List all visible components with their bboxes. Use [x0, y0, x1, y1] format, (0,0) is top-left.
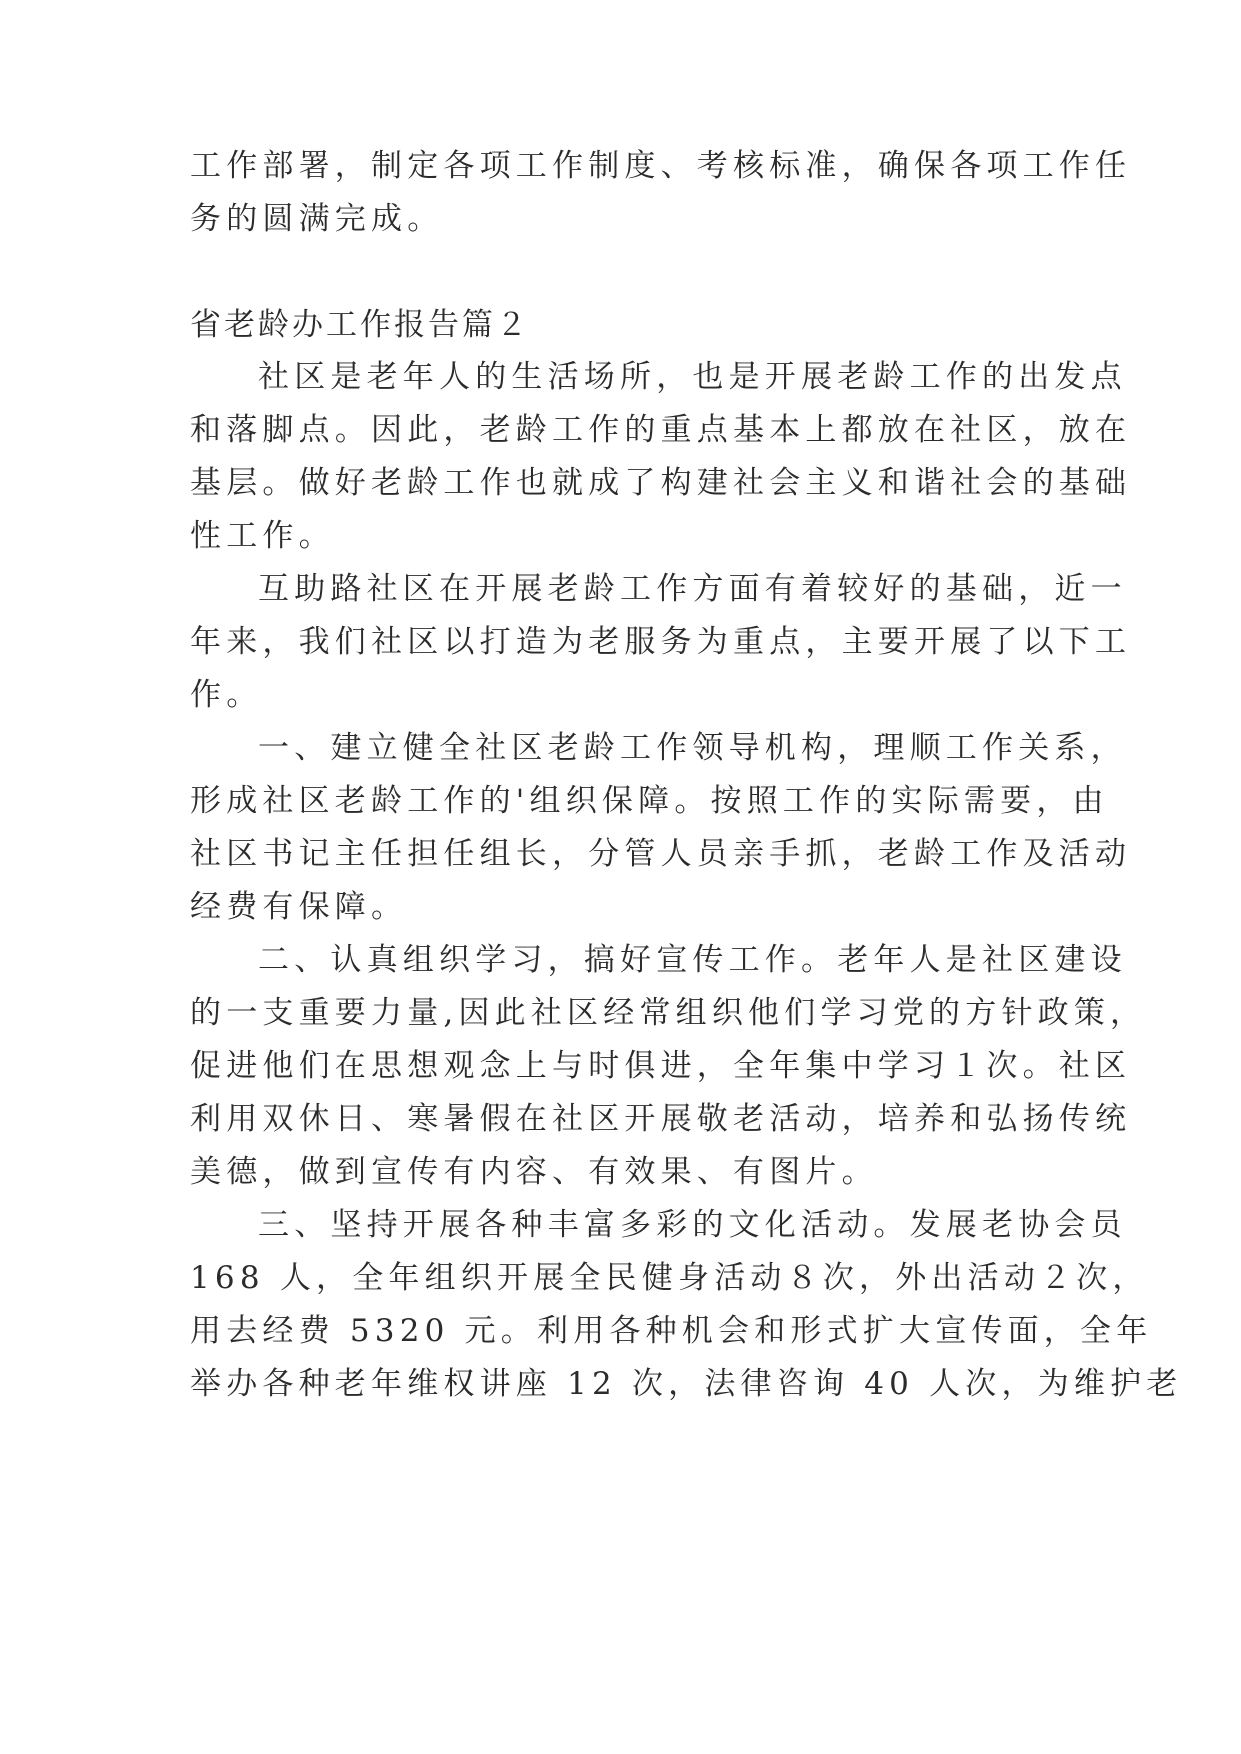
body-text-line: 和落脚点。因此，老龄工作的重点基本上都放在社区，放在 — [190, 412, 1132, 448]
body-text-line: 社区书记主任担任组长，分管人员亲手抓，老龄工作及活动 — [190, 836, 1132, 872]
body-text-line: 三、坚持开展各种丰富多彩的文化活动。发展老协会员 — [258, 1207, 1127, 1243]
body-text-line: 的一支重要力量,因此社区经常组织他们学习党的方针政策， — [190, 995, 1147, 1031]
body-text-line: 经费有保障。 — [190, 889, 408, 925]
body-text-line: 务的圆满完成。 — [190, 201, 444, 237]
body-text-line: 促进他们在思想观念上与时俱进，全年集中学习１次。社区 — [190, 1048, 1132, 1084]
body-text-line: 工作部署，制定各项工作制度、考核标准，确保各项工作任 — [190, 148, 1132, 184]
body-text-line: 年来，我们社区以打造为老服务为重点，主要开展了以下工 — [190, 624, 1132, 660]
body-text-line: 利用双休日、寒暑假在社区开展敬老活动，培养和弘扬传统 — [190, 1101, 1132, 1137]
section-heading: 省老龄办工作报告篇２ — [190, 307, 530, 343]
body-text-line: 形成社区老龄工作的'组织保障。按照工作的实际需要，由 — [190, 783, 1109, 819]
body-text-line: 二、认真组织学习，搞好宣传工作。老年人是社区建设 — [258, 942, 1127, 978]
body-text-line: 美德，做到宣传有内容、有效果、有图片。 — [190, 1154, 878, 1190]
body-text-line: 社区是老年人的生活场所，也是开展老龄工作的出发点 — [258, 359, 1127, 395]
body-text-line: 一、建立健全社区老龄工作领导机构，理顺工作关系， — [258, 730, 1127, 766]
body-text-line: 互助路社区在开展老龄工作方面有着较好的基础，近一 — [258, 571, 1127, 607]
body-text-line: 举办各种老年维权讲座 12 次，法律咨询 40 人次，为维护老 — [190, 1366, 1183, 1402]
body-text-line: 性工作。 — [190, 518, 335, 554]
body-text-line: 168 人，全年组织开展全民健身活动８次，外出活动２次， — [190, 1260, 1149, 1296]
body-text-line: 基层。做好老龄工作也就成了构建社会主义和谐社会的基础 — [190, 465, 1132, 501]
body-text-line: 作。 — [190, 677, 263, 713]
body-text-line: 用去经费 5320 元。利用各种机会和形式扩大宣传面，全年 — [190, 1313, 1153, 1349]
